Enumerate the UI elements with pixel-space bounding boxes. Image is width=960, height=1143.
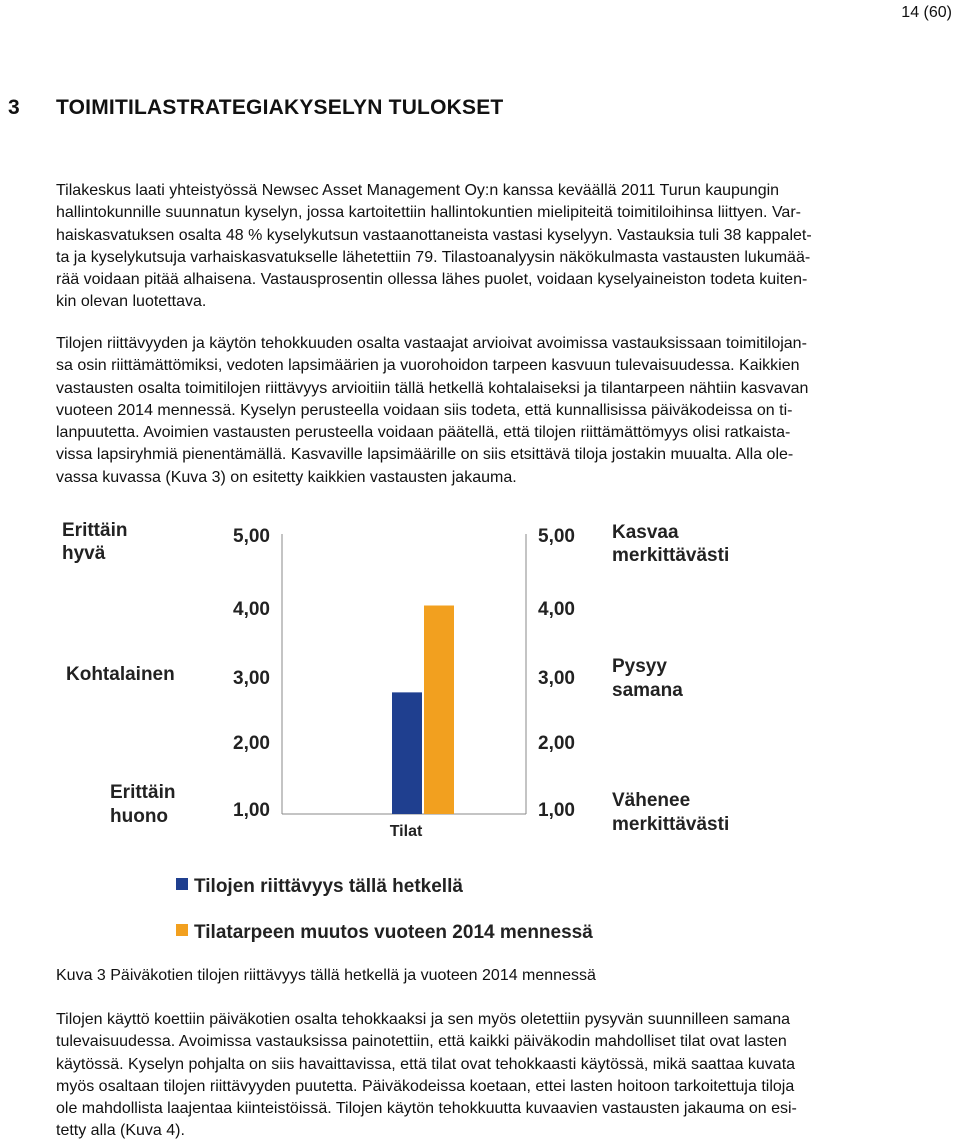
legend-swatch-current bbox=[176, 878, 188, 890]
left-tick-1: 1,00 bbox=[233, 800, 270, 821]
paragraph-1 bbox=[56, 180, 946, 314]
legend-swatch-2014 bbox=[176, 924, 188, 936]
text-line: ta ja kyselykutsuja varhaiskasvatukselle lähetettiin 79. Tilastoanalyysin näkökulmasta vastausten lukumää- bbox=[56, 248, 811, 266]
text-line: haiskasvatuksen osalta 48 % kyselykutsun vastaanottaneista vastasi kyselyyn. Vastauksia tuli 38 kappalet- bbox=[56, 226, 812, 244]
right-tick-3: 3,00 bbox=[538, 668, 575, 689]
paragraph-2 bbox=[56, 333, 946, 489]
text-line: vissa lapsiryhmiä pienentämällä. Kasvaville lapsimäärille on siis etsittävä tiloja jostakin muualta. Alla ole- bbox=[56, 446, 794, 464]
text-line: Tilakeskus laati yhteistyössä Newsec Asset Management Oy:n kanssa keväällä 2011 Turun kaupungin bbox=[56, 182, 780, 199]
left-tick-3: 3,00 bbox=[233, 668, 270, 689]
right-label-top-line1: Kasvaa bbox=[612, 522, 679, 543]
text-line: käytössä. Kyselyn pohjalta on siis havaittavissa, että tilat ovat tehokkaasti käytössä, mikä saattaa kuvata bbox=[56, 1055, 796, 1073]
right-label-middle-line2: samana bbox=[612, 680, 683, 701]
text-line: vastausten osalta toimitilojen riittävyys arvioitiin tällä hetkellä kohtalaiseksi ja tilantarpeen nähtiin kasvavan bbox=[56, 379, 809, 397]
right-tick-1: 1,00 bbox=[538, 800, 575, 821]
section-heading bbox=[8, 96, 503, 120]
left-tick-4: 4,00 bbox=[233, 599, 270, 620]
text-line: kin olevan luotettava. bbox=[56, 293, 207, 311]
right-label-top-line2: merkittävästi bbox=[612, 545, 730, 566]
text-line: lanpuutetta. Avoimien vastausten perusteella voidaan päätellä, että tilojen riittämättömyys olisi ratkaista- bbox=[56, 424, 791, 442]
section-title: TOIMITILASTRATEGIAKYSELYN TULOKSET bbox=[56, 96, 504, 119]
paragraph-3 bbox=[56, 1009, 946, 1143]
bar-tilatarpeen-muutos bbox=[424, 606, 454, 815]
text-line: sa osin riittämättömiksi, vedoten lapsimäärien ja vuorohoidon tarpeen kasvuun tulevaisuudessa. Kaikkien bbox=[56, 357, 800, 375]
page-number: 14 (60) bbox=[901, 4, 952, 21]
text-line: Tilojen käyttö koettiin päiväkotien osalta tehokkaaksi ja sen myös oletettiin pysyvän suunnilleen samana bbox=[56, 1011, 791, 1028]
legend-label-2014: Tilatarpeen muutos vuoteen 2014 mennessä bbox=[194, 922, 593, 943]
right-label-bottom-line1: Vähenee bbox=[612, 790, 691, 811]
text-line: tulevaisuudessa. Avoimissa vastauksissa painotettiin, että kaikki päiväkodin mahdolliset tilat ovat lasten bbox=[56, 1033, 787, 1051]
chart-svg bbox=[56, 506, 746, 950]
figure-caption: Kuva 3 Päiväkotien tilojen riittävyys tällä hetkellä ja vuoteen 2014 mennessä bbox=[56, 967, 596, 984]
left-label-middle: Kohtalainen bbox=[66, 664, 175, 685]
left-label-bottom-line1: Erittäin bbox=[110, 782, 176, 803]
text-line: myös osaltaan tilojen riittävyyden puutetta. Päiväkodeissa koetaan, ettei lasten hoitoon tarkoitettuja tiloja bbox=[56, 1077, 795, 1095]
text-line: tetty alla (Kuva 4). bbox=[56, 1122, 185, 1140]
category-label: Tilat bbox=[389, 823, 423, 840]
section-number: 3 bbox=[8, 96, 20, 119]
text-line: ole mahdollista laajentaa kiinteistöissä. Tilojen käytön tehokkuutta kuvaavien vastausten jakauma on esi- bbox=[56, 1100, 797, 1118]
text-line: rää voidaan pitää alhaisena. Vastausprosentin ollessa lähes puolet, voidaan kyselyaineiston todeta kuiten- bbox=[56, 271, 808, 289]
text-line: vassa kuvassa (Kuva 3) on esitetty kaikkien vastausten jakauma. bbox=[56, 468, 517, 486]
right-label-bottom-line2: merkittävästi bbox=[612, 814, 730, 835]
right-tick-2: 2,00 bbox=[538, 733, 575, 754]
left-tick-2: 2,00 bbox=[233, 733, 270, 754]
right-tick-5: 5,00 bbox=[538, 526, 575, 547]
text-line: Tilojen riittävyyden ja käytön tehokkuuden osalta vastaajat arvioivat avoimissa vastauksissaan toimitilojan- bbox=[56, 335, 807, 352]
bar-tilojen-riittavyys bbox=[392, 692, 422, 814]
left-tick-5: 5,00 bbox=[233, 526, 270, 547]
left-label-bottom-line2: huono bbox=[110, 806, 169, 827]
text-line: vuoteen 2014 mennessä. Kyselyn perusteella voidaan siis todeta, että kunnallisissa päiväkodeissa on ti- bbox=[56, 401, 793, 419]
left-label-top-line2: hyvä bbox=[62, 543, 106, 564]
legend-label-current: Tilojen riittävyys tällä hetkellä bbox=[194, 876, 463, 897]
left-label-top-line1: Erittäin bbox=[62, 520, 128, 541]
figure-chart bbox=[56, 506, 746, 950]
text-line: hallintokunnille suunnatun kyselyn, jossa kartoitettiin hallintokuntien mielipiteitä toimitiloihinsa liittyen. Var- bbox=[56, 204, 801, 222]
right-label-middle-line1: Pysyy bbox=[612, 656, 667, 677]
right-tick-4: 4,00 bbox=[538, 599, 575, 620]
